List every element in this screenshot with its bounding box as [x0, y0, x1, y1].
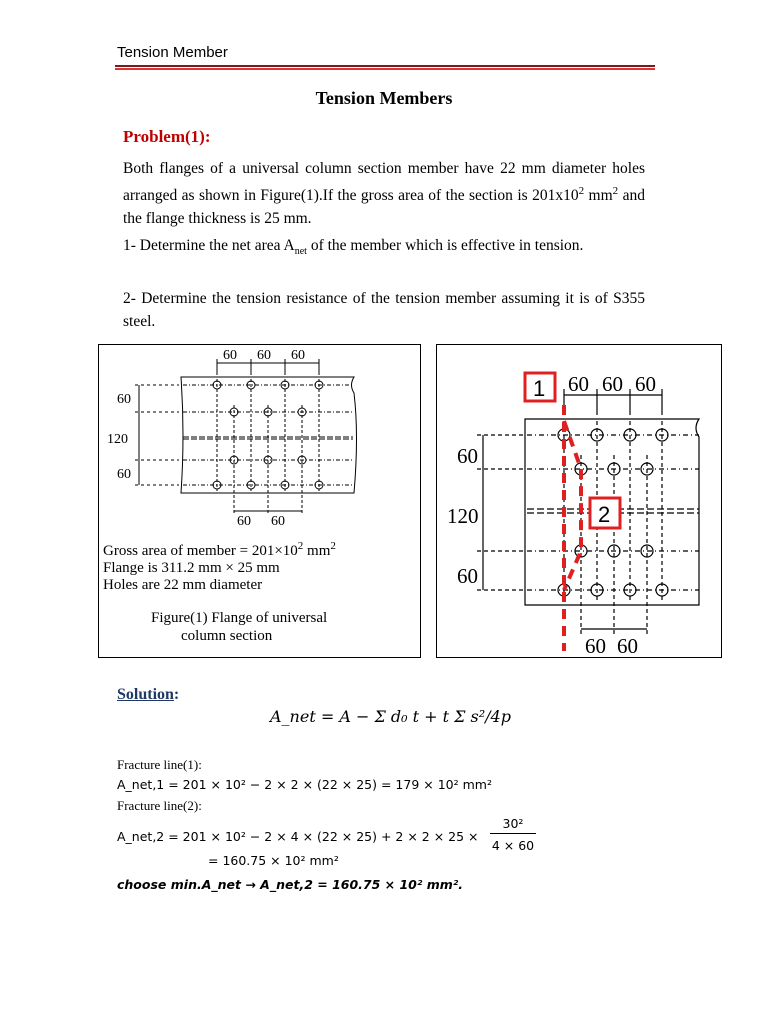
dim-side-1: 60 [117, 392, 131, 407]
label-1: 1 [533, 376, 546, 401]
dim-bottom-2: 60 [271, 514, 285, 529]
rdim-side-3: 60 [457, 564, 478, 588]
q1-text-a: 1- Determine the net area A [123, 237, 295, 254]
caption-line-1: Figure(1) Flange of universal [151, 610, 328, 626]
solution-colon: : [173, 686, 180, 703]
fracture-line-2 [564, 421, 581, 590]
dim-top-2: 60 [257, 348, 271, 363]
net-area-formula [270, 707, 511, 726]
figure-left-notes [103, 538, 336, 594]
rdim-bottom-1: 60 [585, 634, 606, 657]
gross-area-note [103, 538, 336, 560]
rdim-top-1: 60 [568, 372, 589, 396]
intro-text-b: mm [584, 187, 613, 205]
rdim-top-2: 60 [602, 372, 623, 396]
intro-sup2: 2 [612, 185, 619, 197]
running-header: Tension Member [117, 44, 228, 61]
gross-text-b: mm [303, 543, 331, 559]
fracture-line-2-equation: A_net,2 = 201 × 10² − 2 × 4 × (22 × 25) + 2 × 2 × 25 × [117, 829, 479, 844]
caption-line-2: column section [181, 628, 273, 644]
choose-min-result: choose min.A_net → A_net,2 = 160.75 × 10² mm². [117, 877, 463, 892]
fraction-numerator: 30² [490, 816, 536, 834]
solution-label [117, 686, 179, 704]
rdim-top-3: 60 [635, 372, 656, 396]
intro-text-a: Both flanges of a universal column section member have 22 mm diameter holes arranged as shown in Figure(1).If the gross area of the section is 201x10 [123, 160, 645, 205]
solution-label-text: Solution [117, 686, 174, 703]
q1-sub: net [294, 246, 307, 258]
q1-text-b: of the member which is effective in tension. [306, 237, 584, 254]
page-title: Tension Members [315, 88, 453, 108]
fracture-line-1-equation: A_net,1 = 201 × 10² − 2 × 2 × (22 × 25) = 179 × 10² mm² [117, 777, 492, 792]
fraction-denominator: 4 × 60 [491, 838, 535, 853]
dim-side-3: 60 [117, 467, 131, 482]
formula-text: A_net = A − Σ d₀ t + t Σ s²/4p [270, 707, 511, 726]
figure-caption [151, 609, 327, 645]
dim-bottom-1: 60 [237, 514, 251, 529]
question-2: 2- Determine the tension resistance of the tension member assuming it is of S355 steel. [123, 290, 645, 330]
fracture-line-2-label: Fracture line(2): [117, 798, 202, 813]
dim-side-2: 120 [107, 432, 128, 447]
holes-note: Holes are 22 mm diameter [103, 577, 263, 593]
intro-text-c: and the flange thickness is 25 mm. [123, 187, 645, 228]
gross-text-a: Gross area of member = 201×10 [103, 543, 298, 559]
fracture-line-1-label: Fracture line(1): [117, 757, 202, 772]
label-2: 2 [598, 502, 611, 527]
dim-top-1: 60 [223, 348, 237, 363]
intro-sup: 2 [578, 185, 585, 197]
header-rule-red [115, 68, 655, 70]
figure-right [436, 344, 722, 658]
flange-drawing-right [437, 345, 721, 657]
header-rule-dark [115, 65, 655, 67]
flange-note: Flange is 311.2 mm × 25 mm [103, 560, 280, 576]
rdim-side-1: 60 [457, 444, 478, 468]
problem-label: Problem(1): [123, 127, 211, 146]
gross-sup2: 2 [330, 540, 336, 552]
figure-left [98, 344, 421, 658]
rdim-side-2: 120 [447, 504, 479, 528]
problem-statement [123, 157, 645, 230]
question-1 [123, 234, 645, 263]
fracture-line-2-result: = 160.75 × 10² mm² [208, 853, 339, 868]
dim-top-3: 60 [291, 348, 305, 363]
plate-outline [181, 377, 357, 493]
gross-sup: 2 [297, 540, 304, 552]
rdim-bottom-2: 60 [617, 634, 638, 657]
